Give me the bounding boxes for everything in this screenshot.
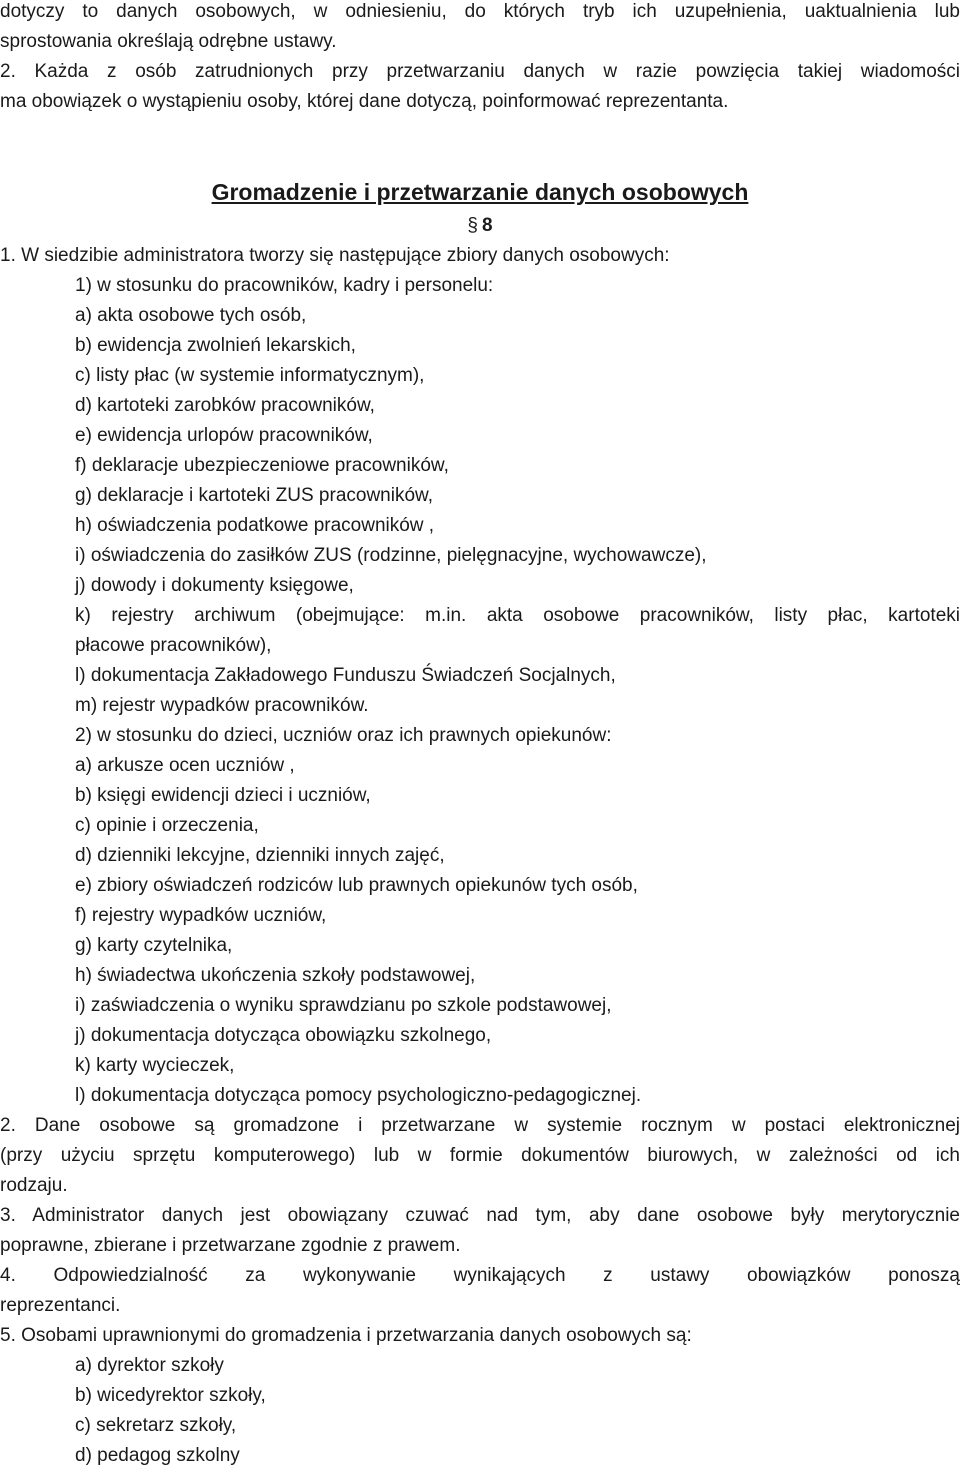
list-1-title: 1) w stosunku do pracowników, kadry i personelu:	[75, 275, 494, 296]
list-item: j) dowody i dokumenty księgowe,	[75, 575, 354, 596]
paragraph-2-line: rodzaju.	[0, 1175, 68, 1196]
list-item: g) deklaracje i kartoteki ZUS pracowników,	[75, 485, 433, 506]
paragraph-4-line: reprezentanci.	[0, 1295, 121, 1316]
intro-line: 2. Każda z osób zatrudnionych przy przetwarzaniu danych w razie powzięcia takiej wiadomości	[0, 61, 960, 82]
section-sign: §	[467, 215, 478, 236]
list-item: i) oświadczenia do zasiłków ZUS (rodzinne, pielęgnacyjne, wychowawcze),	[75, 545, 707, 566]
list-item: l) dokumentacja dotycząca pomocy psychologiczno-pedagogicznej.	[75, 1085, 642, 1106]
list-item: a) arkusze ocen uczniów ,	[75, 755, 295, 776]
list-item: b) wicedyrektor szkoły,	[75, 1385, 266, 1406]
list-item: g) karty czytelnika,	[75, 935, 233, 956]
paragraph-4-line: 4. Odpowiedzialność za wykonywanie wynikających z ustawy obowiązków ponoszą	[0, 1265, 960, 1286]
list-item: płacowe pracowników),	[75, 635, 272, 656]
paragraph-1-intro: 1. W siedzibie administratora tworzy się następujące zbiory danych osobowych:	[0, 245, 670, 266]
list-item: j) dokumentacja dotycząca obowiązku szkolnego,	[75, 1025, 492, 1046]
section-number-value: 8	[482, 215, 493, 236]
list-item: k) rejestry archiwum (obejmujące: m.in. akta osobowe pracowników, listy płac, kartoteki	[75, 605, 960, 626]
list-item: d) pedagog szkolny	[75, 1445, 240, 1466]
paragraph-3-line: poprawne, zbierane i przetwarzane zgodnie z prawem.	[0, 1235, 461, 1256]
section-heading: Gromadzenie i przetwarzanie danych osobowych	[211, 179, 749, 205]
list-item: f) deklaracje ubezpieczeniowe pracowników,	[75, 455, 449, 476]
paragraph-3-line: 3. Administrator danych jest obowiązany czuwać nad tym, aby dane osobowe były merytorycznie	[0, 1205, 960, 1226]
list-item: d) kartoteki zarobków pracowników,	[75, 395, 375, 416]
list-item: c) opinie i orzeczenia,	[75, 815, 259, 836]
list-item: f) rejestry wypadków uczniów,	[75, 905, 327, 926]
list-item: d) dzienniki lekcyjne, dzienniki innych zajęć,	[75, 845, 445, 866]
intro-line: ma obowiązek o wystąpieniu osoby, której dane dotyczą, poinformować reprezentanta.	[0, 91, 729, 112]
list-item: i) zaświadczenia o wyniku sprawdzianu po szkole podstawowej,	[75, 995, 612, 1016]
list-item: a) dyrektor szkoły	[75, 1355, 224, 1376]
paragraph-2-line: 2. Dane osobowe są gromadzone i przetwarzane w systemie rocznym w postaci elektronicznej	[0, 1115, 960, 1136]
list-item: m) rejestr wypadków pracowników.	[75, 695, 369, 716]
list-item: e) zbiory oświadczeń rodziców lub prawnych opiekunów tych osób,	[75, 875, 638, 896]
list-item: h) świadectwa ukończenia szkoły podstawowej,	[75, 965, 476, 986]
intro-line: dotyczy to danych osobowych, w odniesieniu, do których tryb ich uzupełnienia, uaktualnienia lub	[0, 1, 960, 22]
list-item: b) księgi ewidencji dzieci i uczniów,	[75, 785, 371, 806]
list-item: a) akta osobowe tych osób,	[75, 305, 307, 326]
list-item: k) karty wycieczek,	[75, 1055, 235, 1076]
list-item: b) ewidencja zwolnień lekarskich,	[75, 335, 356, 356]
list-item: h) oświadczenia podatkowe pracowników ,	[75, 515, 435, 536]
list-item: l) dokumentacja Zakładowego Funduszu Świadczeń Socjalnych,	[75, 665, 616, 686]
list-item: c) sekretarz szkoły,	[75, 1415, 237, 1436]
intro-line: sprostowania określają odrębne ustawy.	[0, 31, 337, 52]
list-2-title: 2) w stosunku do dzieci, uczniów oraz ich prawnych opiekunów:	[75, 725, 612, 746]
list-item: c) listy płac (w systemie informatycznym),	[75, 365, 425, 386]
list-item: e) ewidencja urlopów pracowników,	[75, 425, 373, 446]
paragraph-5-intro: 5. Osobami uprawnionymi do gromadzenia i przetwarzania danych osobowych są:	[0, 1325, 692, 1346]
paragraph-2-line: (przy użyciu sprzętu komputerowego) lub w formie dokumentów biurowych, w zależności od ich	[0, 1145, 960, 1166]
section-number	[0, 211, 960, 241]
